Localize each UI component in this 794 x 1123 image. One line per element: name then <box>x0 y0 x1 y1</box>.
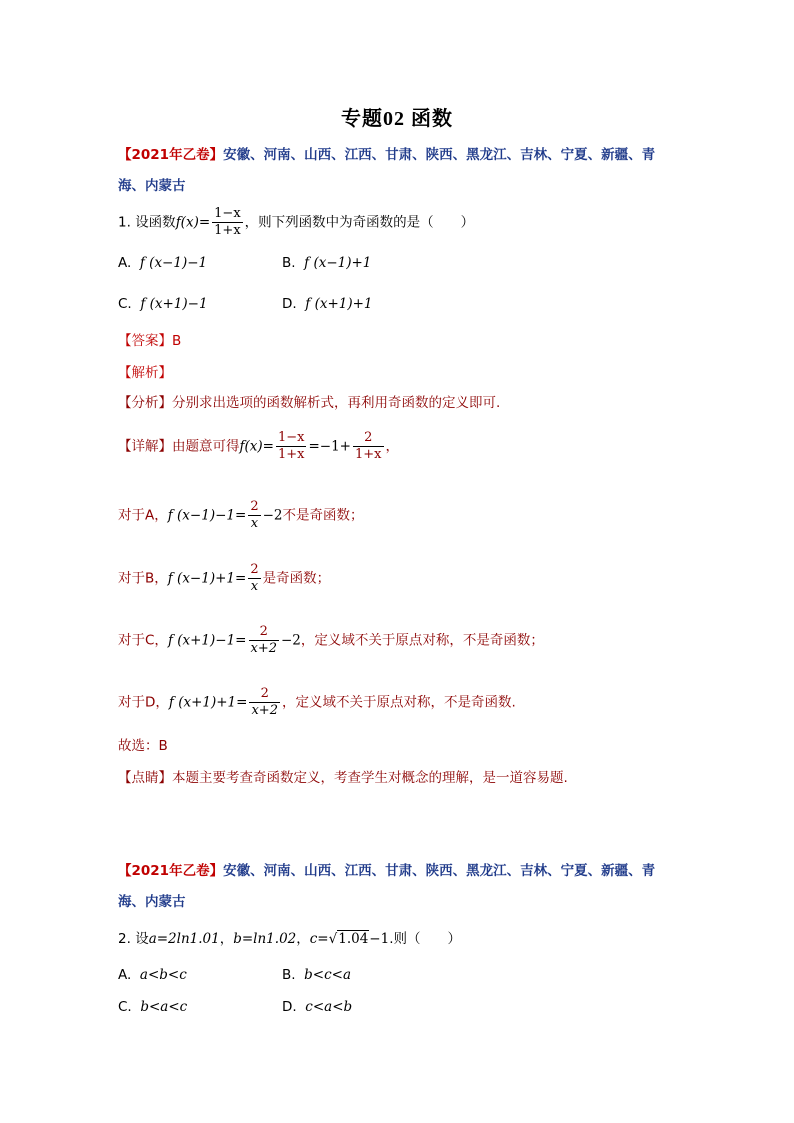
answer: 【答案】B <box>118 333 182 349</box>
q2-option-d: D. c<a<b <box>282 999 353 1015</box>
source-regions: 安徽、河南、山西、江西、甘肃、陕西、黑龙江、吉林、宁夏、新疆、青 <box>223 147 656 163</box>
q2-option-c: C. b<a<c <box>118 999 188 1015</box>
q2-option-a: A. a<b<c <box>118 967 187 983</box>
detail-line: 【详解】由题意可得f(x)= $\frac{1-x}{1+x}$ =−1+ $\frac{2}{1+x}$ ， <box>118 430 399 462</box>
analysis-label: 【解析】 <box>118 365 172 381</box>
option-a: A. f (x−1)−1 <box>118 255 208 271</box>
case-b: 对于B，f (x−1)+1= $\frac{2}{x}$ 是奇函数； <box>118 562 331 594</box>
source-tag: 【2021年乙卷】 <box>118 147 224 163</box>
source-line-1 <box>118 146 655 164</box>
case-d: 对于D，f (x+1)+1= $\frac{2}{x+2}$ ，定义域不关于原点对称，不是奇函数. <box>118 686 516 718</box>
case-a: 对于A，f (x−1)−1= $\frac{2}{x}$ −2不是奇函数； <box>118 499 364 531</box>
source2-line-1: 【2021年乙卷】安徽、河南、山西、江西、甘肃、陕西、黑龙江、吉林、宁夏、新疆、青 <box>118 863 656 879</box>
fraction: $\frac{1-x}{1+x}$ <box>214 206 241 238</box>
choice-line: 故选：B <box>118 738 168 754</box>
question-2-stem: 2. 设a=2ln1.01，b=ln1.02，c=√1.04−1.则（ ） <box>118 931 461 947</box>
question-1-stem: 1. 设函数f(x)= $\frac{1-x}{1+x}$ ，则下列函数中为奇函数的是（ ） <box>118 206 475 238</box>
option-c: C. f (x+1)−1 <box>118 296 208 312</box>
case-c: 对于C，f (x+1)−1= $\frac{2}{x+2}$ −2，定义域不关于原点对称，不是奇函数； <box>118 624 544 656</box>
question-number: 1. <box>118 214 131 231</box>
analysis-text: 【分析】分别求出选项的函数解析式，再利用奇函数的定义即可. <box>118 395 501 411</box>
option-b: B. f (x−1)+1 <box>282 255 372 271</box>
option-d: D. f (x+1)+1 <box>282 296 373 312</box>
q2-option-b: B. b<c<a <box>282 967 352 983</box>
source2-line-2: 海、内蒙古 <box>118 894 186 910</box>
page-title: 专题02 函数 <box>341 108 453 130</box>
source-line-2: 海、内蒙古 <box>118 178 186 194</box>
comment-line: 【点睛】本题主要考查奇函数定义，考查学生对概念的理解，是一道容易题. <box>118 770 568 786</box>
